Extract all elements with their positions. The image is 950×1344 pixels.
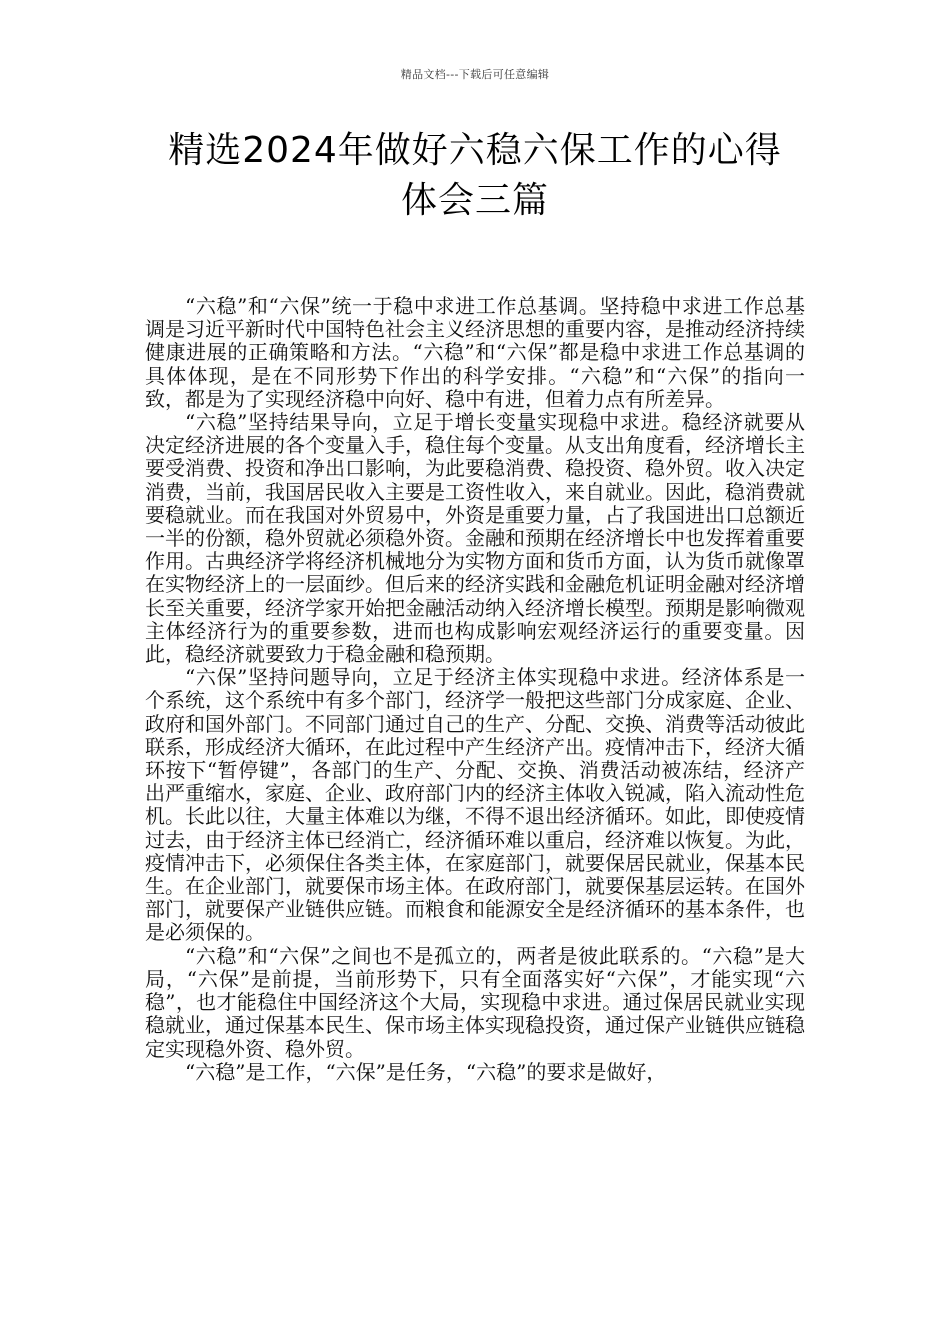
- document-title: [145, 126, 805, 226]
- paragraph: “六稳”是工作，“六保”是任务，“六稳”的要求是做好，: [185, 1059, 667, 1084]
- paragraph: “六稳”和“六保”统一于稳中求进工作总基调。坚持稳中求进工作总基调是习近平新时代中国特色社会主义经济思想的重要内容，是推动经济持续健康进展的正确策略和方法。“六稳”和“六保”都是稳中求进工作总基调的具体体现，是在不同形势下作出的科学安排。“六稳”和“六保”的指向一致，都是为了实现经济稳中向好、稳中有进，但着力点有所差异。: [145, 294, 805, 411]
- paragraph: “六稳”和“六保”之间也不是孤立的，两者是彼此联系的。“六稳”是大局，“六保”是前提，当前形势下，只有全面落实好“六保”，才能实现“六稳”，也才能稳住中国经济这个大局，实现稳中求进。通过保居民就业实现稳就业，通过保基本民生、保市场主体实现稳投资，通过保产业链供应链稳定实现稳外资、稳外贸。: [145, 943, 805, 1061]
- page-header-note: 精品文档---下载后可任意编辑: [400, 68, 550, 81]
- title-line-1: 精选2024年做好六稳六保工作的心得: [168, 130, 782, 171]
- document-body: [145, 295, 805, 1084]
- paragraph: “六保”坚持问题导向，立足于经济主体实现稳中求进。经济体系是一个系统，这个系统中有多个部门，经济学一般把这些部门分成家庭、企业、政府和国外部门。不同部门通过自己的生产、分配、交换、消费等活动彼此联系，形成经济大循环，在此过程中产生经济产出。疫情冲击下，经济大循环按下“暂停键”，各部门的生产、分配、交换、消费活动被冻结，经济产出严重缩水，家庭、企业、政府部门内的经济主体收入锐减，陷入流动性危机。长此以往，大量主体难以为继，不得不退出经济循环。如此，即使疫情过去，由于经济主体已经消亡，经济循环难以重启，经济难以恢复。为此，疫情冲击下，必须保住各类主体，在家庭部门，就要保居民就业，保基本民生。在企业部门，就要保市场主体。在政府部门，就要保基层运转。在国外部门，就要保产业链供应链。而粮食和能源安全是经济循环的基本条件，也是必须保的。: [145, 665, 805, 945]
- paragraph: “六稳”坚持结果导向，立足于增长变量实现稳中求进。稳经济就要从决定经济进展的各个变量入手，稳住每个变量。从支出角度看，经济增长主要受消费、投资和净出口影响，为此要稳消费、稳投资、稳外贸。收入决定消费，当前，我国居民收入主要是工资性收入，来自就业。因此，稳消费就要稳就业。而在我国对外贸易中，外资是重要力量，占了我国进出口总额近一半的份额，稳外贸就必须稳外资。金融和预期在经济增长中也发挥着重要作用。古典经济学将经济机械地分为实物方面和货币方面，认为货币就像罩在实物经济上的一层面纱。但后来的经济实践和金融危机证明金融对经济增长至关重要，经济学家开始把金融活动纳入经济增长模型。预期是影响微观主体经济行为的重要参数，进而也构成影响宏观经济运行的重要变量。因此，稳经济就要致力于稳金融和稳预期。: [145, 410, 805, 667]
- title-line-2: 体会三篇: [400, 180, 549, 221]
